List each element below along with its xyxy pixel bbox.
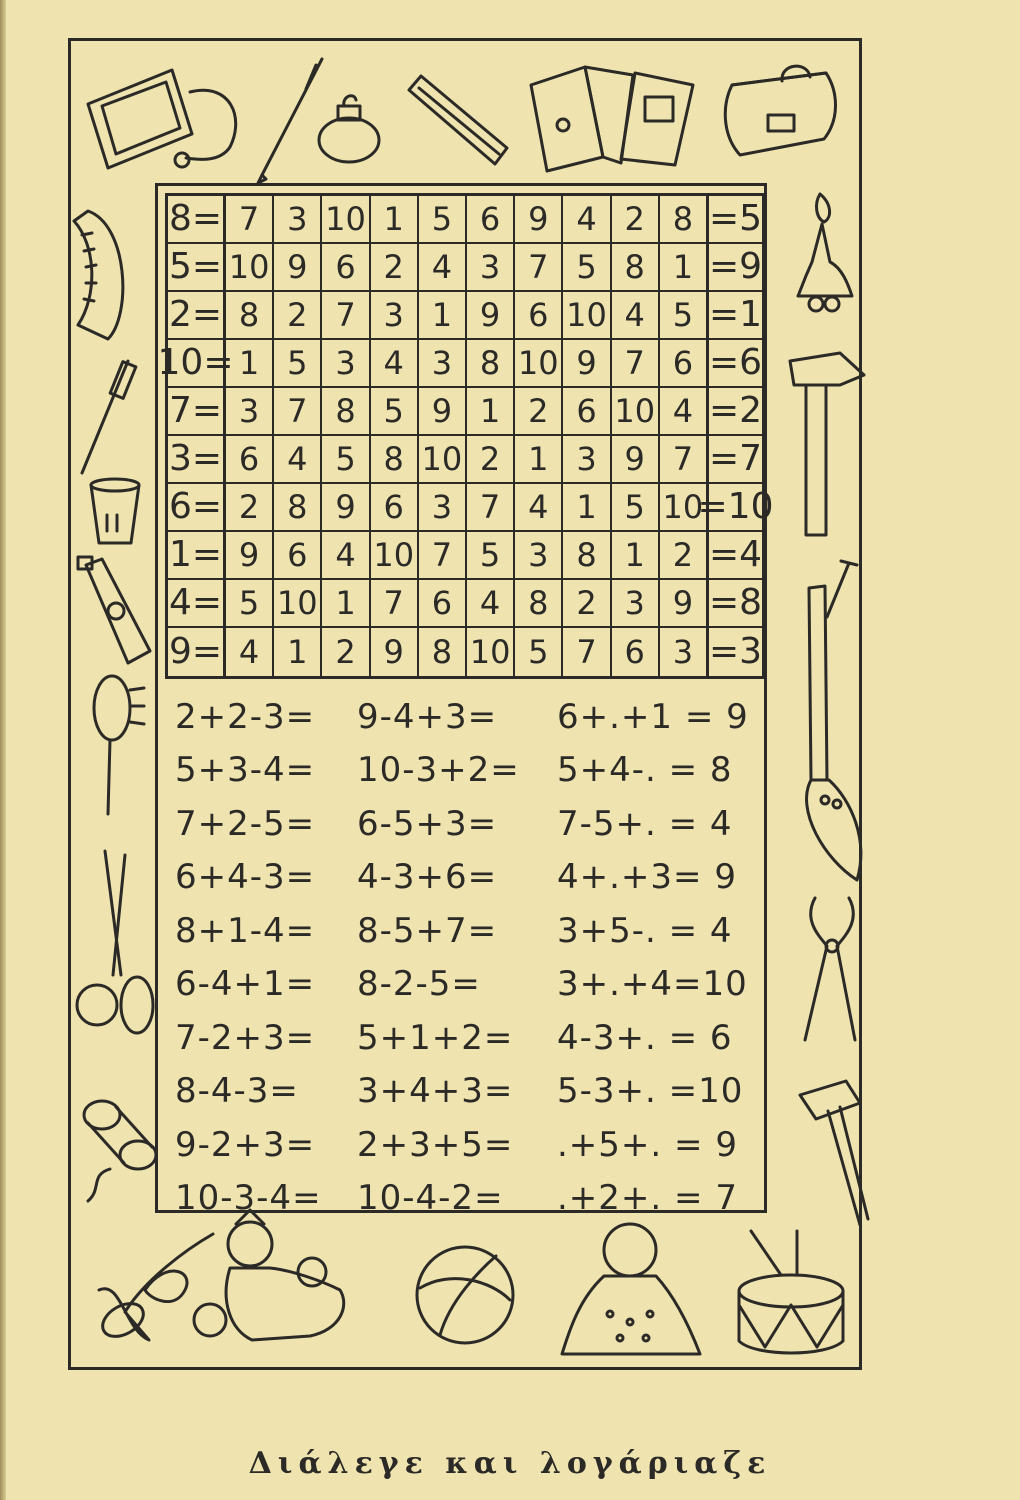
grid-key-cell: 10=	[168, 340, 226, 388]
grid-cell: 2	[274, 292, 322, 340]
grid-cell: 3	[322, 340, 370, 388]
grid-cell: 7	[563, 628, 611, 676]
grid-cell: 6	[371, 484, 419, 532]
grid-cell: 10	[612, 388, 660, 436]
grid-cell: 5	[563, 244, 611, 292]
problem-expression: 2+3+5=	[357, 1124, 514, 1165]
grid-cell: 1	[660, 244, 708, 292]
problem-expression: 9-4+3=	[357, 696, 498, 737]
problem-expression: 5+4-. = 8	[557, 750, 733, 791]
grid-cell: 9	[419, 388, 467, 436]
grid-cell: 5	[226, 580, 274, 628]
grid-cell: 10	[371, 532, 419, 580]
grid-cell: 8	[515, 580, 563, 628]
grid-cell: 3	[419, 340, 467, 388]
cup-icon	[85, 475, 145, 550]
problem-expression: 5+3-4=	[175, 750, 316, 791]
inkwell-icon	[312, 88, 387, 168]
grid-cell: 6	[274, 532, 322, 580]
problem-expression: 10-3+2=	[357, 750, 520, 791]
grid-cell: 6	[467, 196, 515, 244]
books-icon	[525, 55, 700, 175]
grid-cell: 4	[226, 628, 274, 676]
grid-cell: 1	[371, 196, 419, 244]
grid-cell: 10	[660, 484, 708, 532]
grid-cell: 6	[563, 388, 611, 436]
grid-cell: 2	[515, 388, 563, 436]
grid-cell: 5	[612, 484, 660, 532]
problem-row	[175, 904, 765, 958]
grid-cell: 8	[660, 196, 708, 244]
grid-cell: 3	[371, 292, 419, 340]
grid-cell: 4	[612, 292, 660, 340]
arithmetic-problems	[175, 690, 765, 1225]
grid-key-cell: 2=	[168, 292, 226, 340]
grid-cell: 9	[612, 436, 660, 484]
grid-cell: 3	[660, 628, 708, 676]
problem-expression: 8+1-4=	[175, 910, 316, 951]
problem-expression: 9-2+3=	[175, 1124, 316, 1165]
problem-expression: 3+.+4=10	[557, 964, 748, 1005]
grid-cell: 8	[467, 340, 515, 388]
grid-cell: 6	[226, 436, 274, 484]
comb-icon	[68, 205, 133, 345]
problem-expression: 10-3-4=	[175, 1178, 322, 1219]
grid-cell: 7	[274, 388, 322, 436]
grid-cell: 9	[563, 340, 611, 388]
grid-cell: 2	[467, 436, 515, 484]
grid-cell: 3	[274, 196, 322, 244]
grid-cell: 10	[322, 196, 370, 244]
grid-key-cell: 8=	[168, 196, 226, 244]
grid-cell: 1	[419, 292, 467, 340]
problem-expression: 8-2-5=	[357, 964, 481, 1005]
grid-key-cell: 9=	[168, 628, 226, 676]
grid-cell: 10	[563, 292, 611, 340]
grid-cell: 10	[515, 340, 563, 388]
grid-cell: 1	[612, 532, 660, 580]
grid-result-cell: =8	[708, 580, 762, 628]
grid-cell: 9	[515, 196, 563, 244]
grid-key-cell: 6=	[168, 484, 226, 532]
grid-cell: 1	[467, 388, 515, 436]
grid-cell: 1	[274, 628, 322, 676]
problem-row	[175, 1172, 765, 1226]
axe-icon	[780, 345, 870, 545]
grid-cell: 7	[371, 580, 419, 628]
school-bag-icon	[712, 55, 852, 175]
grid-cell: 2	[660, 532, 708, 580]
grid-cell: 7	[226, 196, 274, 244]
grid-cell: 4	[563, 196, 611, 244]
toothpaste-icon	[72, 555, 157, 670]
grid-cell: 3	[467, 244, 515, 292]
grid-cell: 10	[226, 244, 274, 292]
grid-cell: 9	[322, 484, 370, 532]
grid-cell: 9	[274, 244, 322, 292]
page-edge	[0, 0, 6, 1500]
grid-cell: 3	[563, 436, 611, 484]
problem-row	[175, 744, 765, 798]
problem-expression: 6-4+1=	[175, 964, 316, 1005]
problem-expression: 5-3+. =10	[557, 1071, 744, 1112]
problem-expression: 8-5+7=	[357, 910, 498, 951]
grid-cell: 7	[660, 436, 708, 484]
problem-row	[175, 851, 765, 905]
grid-cell: 5	[274, 340, 322, 388]
grid-key-cell: 5=	[168, 244, 226, 292]
grid-cell: 9	[660, 580, 708, 628]
problem-row	[175, 797, 765, 851]
grid-result-cell: =10	[708, 484, 762, 532]
hairbrush-icon	[82, 670, 157, 820]
grid-cell: 6	[322, 244, 370, 292]
grid-cell: 10	[467, 628, 515, 676]
grid-cell: 3	[612, 580, 660, 628]
grid-cell: 4	[467, 580, 515, 628]
grid-cell: 4	[660, 388, 708, 436]
doll-icon	[550, 1218, 710, 1363]
page-caption: Διάλεγε και λογάριαζε	[248, 1446, 772, 1481]
grid-result-cell: =1	[708, 292, 762, 340]
problem-expression: .+5+. = 9	[557, 1124, 738, 1165]
pliers-icon	[795, 890, 870, 1050]
problem-expression: .+2+. = 7	[557, 1178, 738, 1219]
grid-key-cell: 7=	[168, 388, 226, 436]
grid-cell: 6	[660, 340, 708, 388]
pencil-case-icon	[403, 70, 513, 170]
grid-cell: 5	[660, 292, 708, 340]
number-grid	[157, 193, 774, 679]
scissors-icon	[75, 845, 160, 1045]
problem-expression: 7+2-5=	[175, 803, 316, 844]
grid-result-cell: =4	[708, 532, 762, 580]
problem-row	[175, 958, 765, 1012]
toothbrush-icon	[70, 355, 140, 480]
problem-expression: 7-2+3=	[175, 1017, 316, 1058]
problem-row	[175, 1011, 765, 1065]
problem-expression: 3+4+3=	[357, 1071, 514, 1112]
grid-cell: 8	[419, 628, 467, 676]
grid-cell: 8	[226, 292, 274, 340]
grid-cell: 9	[467, 292, 515, 340]
grid-cell: 5	[515, 628, 563, 676]
grid-cell: 7	[322, 292, 370, 340]
grid-cell: 8	[274, 484, 322, 532]
grid-key-cell: 4=	[168, 580, 226, 628]
problem-expression: 6+.+1 = 9	[557, 696, 749, 737]
grid-cell: 7	[515, 244, 563, 292]
problem-row	[175, 690, 765, 744]
grid-cell: 8	[563, 532, 611, 580]
grid-cell: 8	[322, 388, 370, 436]
grid-cell: 10	[274, 580, 322, 628]
grid-cell: 10	[419, 436, 467, 484]
problem-expression: 6+4-3=	[175, 857, 316, 898]
grid-cell: 5	[467, 532, 515, 580]
grid-cell: 3	[515, 532, 563, 580]
grid-result-cell: =9	[708, 244, 762, 292]
grid-cell: 9	[371, 628, 419, 676]
problem-expression: 7-5+. = 4	[557, 803, 733, 844]
grid-cell: 2	[612, 196, 660, 244]
grid-cell: 7	[612, 340, 660, 388]
grid-cell: 4	[371, 340, 419, 388]
problem-expression: 4+.+3= 9	[557, 857, 737, 898]
grid-cell: 2	[226, 484, 274, 532]
grid-cell: 9	[226, 532, 274, 580]
grid-cell: 1	[563, 484, 611, 532]
grid-cell: 4	[274, 436, 322, 484]
grid-cell: 2	[371, 244, 419, 292]
grid-cell: 5	[419, 196, 467, 244]
grid-cell: 2	[322, 628, 370, 676]
problem-expression: 4-3+. = 6	[557, 1017, 733, 1058]
grid-cell: 4	[515, 484, 563, 532]
grid-cell: 8	[371, 436, 419, 484]
thread-spool-icon	[80, 1085, 160, 1205]
grid-result-cell: =2	[708, 388, 762, 436]
hammer-icon	[790, 1075, 870, 1235]
grid-result-cell: =3	[708, 628, 762, 676]
ball-icon	[410, 1240, 520, 1350]
problem-row	[175, 1065, 765, 1119]
problem-expression: 4-3+6=	[357, 857, 498, 898]
grid-cell: 7	[467, 484, 515, 532]
grid-cell: 3	[419, 484, 467, 532]
slate-icon	[80, 62, 250, 182]
clown-doll-icon	[190, 1210, 380, 1360]
grid-cell: 8	[612, 244, 660, 292]
grid-cell: 6	[612, 628, 660, 676]
drum-icon	[725, 1225, 865, 1365]
grid-key-cell: 1=	[168, 532, 226, 580]
problem-expression: 2+2-3=	[175, 696, 316, 737]
saw-icon	[785, 580, 870, 885]
grid-cell: 3	[226, 388, 274, 436]
grid-cell: 6	[419, 580, 467, 628]
bell-icon	[790, 188, 860, 313]
grid-key-cell: 3=	[168, 436, 226, 484]
problem-expression: 6-5+3=	[357, 803, 498, 844]
grid-cell: 1	[515, 436, 563, 484]
problem-expression: 3+5-. = 4	[557, 910, 733, 951]
grid-cell: 5	[371, 388, 419, 436]
grid-result-cell: =7	[708, 436, 762, 484]
grid-result-cell: =6	[708, 340, 762, 388]
grid-cell: 7	[419, 532, 467, 580]
grid-result-cell: =5	[708, 196, 762, 244]
problem-row	[175, 1118, 765, 1172]
problem-expression: 5+1+2=	[357, 1017, 514, 1058]
problem-expression: 10-4-2=	[357, 1178, 504, 1219]
grid-cell: 6	[515, 292, 563, 340]
grid-cell: 1	[322, 580, 370, 628]
problem-expression: 8-4-3=	[175, 1071, 299, 1112]
grid-cell: 2	[563, 580, 611, 628]
grid-cell: 1	[226, 340, 274, 388]
grid-cell: 4	[322, 532, 370, 580]
grid-cell: 5	[322, 436, 370, 484]
grid-cell: 4	[419, 244, 467, 292]
